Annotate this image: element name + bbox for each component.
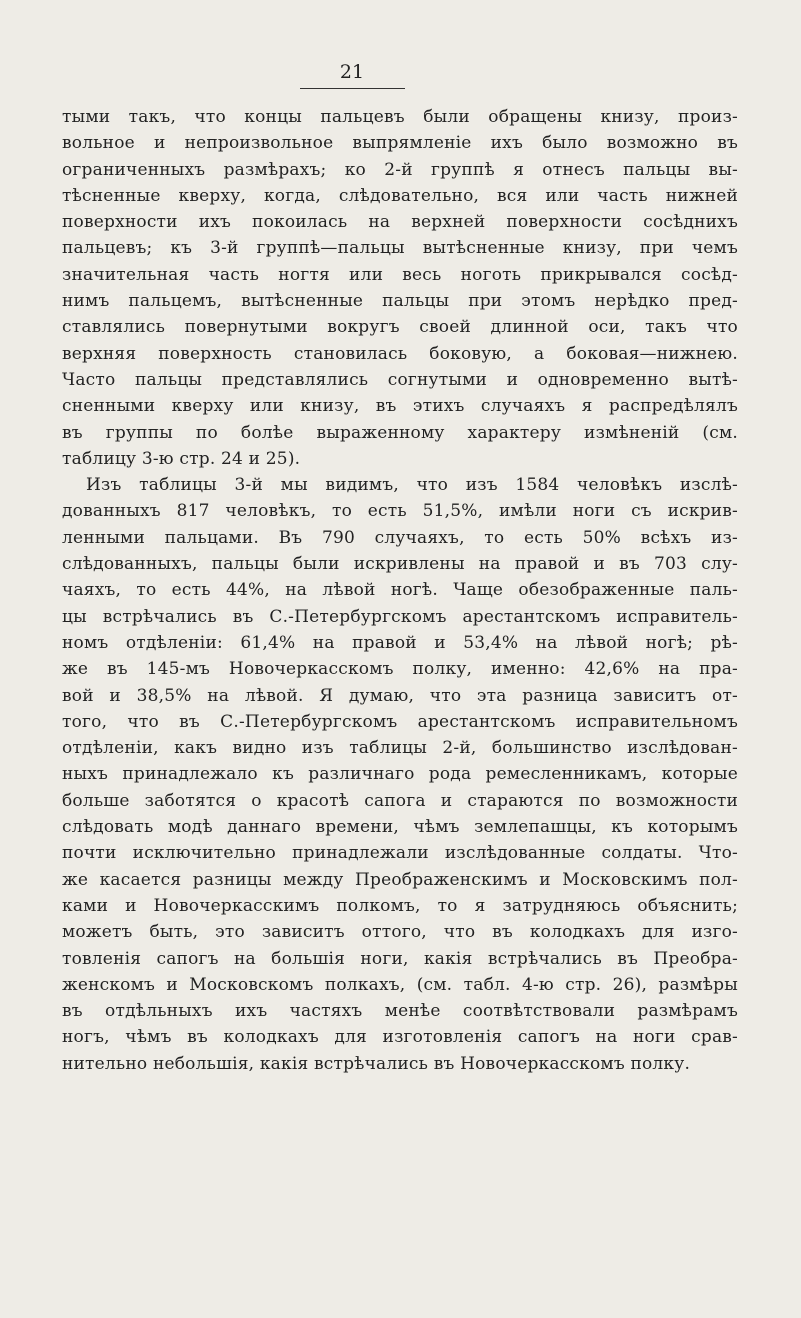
text-line: слѣдованныхъ, пальцы были искривлены на правой и въ 703 слу- (62, 554, 738, 575)
text-line: вой и 38,5% на лѣвой. Я думаю, что эта разница зависитъ от- (62, 685, 738, 706)
text-line: цы встрѣчались въ С.-Петербургскомъ арестантскомъ исправитель- (62, 606, 738, 627)
text-line: сненными кверху или книзу, въ этихъ случаяхъ я распредѣлялъ (62, 396, 738, 417)
text-line: товленія сапогъ на большія ноги, какія встрѣчались въ Преобра- (62, 948, 738, 969)
paragraph (62, 472, 738, 1077)
text-line: верхняя поверхность становилась боковую, а боковая—нижнею. (62, 343, 738, 364)
text-line: въ отдѣльныхъ ихъ частяхъ менѣе соотвѣтствовали размѣрамъ (62, 1001, 738, 1022)
text-line: ленными пальцами. Въ 790 случаяхъ, то есть 50% всѣхъ из- (62, 527, 738, 548)
text-line: того, что въ С.-Петербургскомъ арестантскомъ исправительномъ (62, 711, 738, 732)
text-line: вольное и непроизвольное выпрямленіе ихъ было возможно въ (62, 133, 738, 154)
paragraphs (62, 104, 738, 1077)
text-line: Часто пальцы представлялись согнутыми и одновременно вытѣ- (62, 369, 738, 390)
text-line: дованныхъ 817 человѣкъ, то есть 51,5%, имѣли ноги съ искрив- (62, 501, 738, 522)
text-line: тыми такъ, что концы пальцевъ были обращены книзу, произ- (62, 107, 738, 127)
text-line: ограниченныхъ размѣрахъ; ко 2-й группѣ я отнесъ пальцы вы- (62, 159, 738, 180)
text-line: же въ 145-мъ Новочеркасскомъ полку, именно: 42,6% на пра- (62, 659, 738, 680)
text-line: можетъ быть, это зависитъ оттого, что въ колодкахъ для изго- (62, 922, 738, 943)
text-line: ногъ, чѣмъ въ колодкахъ для изготовленія сапогъ на ноги срав- (62, 1027, 738, 1048)
text-line: ками и Новочеркасскимъ полкомъ, то я затрудняюсь объяснить; (62, 895, 738, 916)
text-line: чаяхъ, то есть 44%, на лѣвой ногѣ. Чаще обезображенные паль- (62, 580, 738, 601)
text-line: больше заботятся о красотѣ сапога и стараются по возможности (62, 790, 738, 811)
text-line: тѣсненные кверху, когда, слѣдовательно, вся или часть нижней (62, 185, 738, 206)
text-line: поверхности ихъ покоилась на верхней поверхности сосѣднихъ (62, 212, 738, 233)
text-line: пальцевъ; къ 3-й группѣ—пальцы вытѣсненные книзу, при чемъ (62, 238, 738, 259)
text-line: ныхъ принадлежало къ различнаго рода ремесленникамъ, которые (62, 764, 738, 785)
text-line: въ группы по болѣе выраженному характеру измѣненій (см. (62, 422, 738, 443)
text-line: слѣдовать модѣ даннаго времени, чѣмъ землепашцы, къ которымъ (62, 817, 738, 838)
text-line: таблицу 3-ю стр. 24 и 25). (62, 448, 301, 469)
body-text (62, 104, 738, 1077)
text-line: женскомъ и Московскомъ полкахъ, (см. табл. 4-ю стр. 26), размѣры (62, 974, 738, 995)
text-line: ставлялись повернутыми вокругъ своей длинной оси, такъ что (62, 317, 738, 338)
text-line: нимъ пальцемъ, вытѣсненные пальцы при этомъ нерѣдко пред- (62, 291, 738, 312)
text-line: Изъ таблицы 3-й мы видимъ, что изъ 1584 человѣкъ изслѣ- (86, 475, 738, 496)
text-line: номъ отдѣленіи: 61,4% на правой и 53,4% на лѣвой ногѣ; рѣ- (62, 632, 738, 653)
text-line: отдѣленіи, какъ видно изъ таблицы 2-й, большинство изслѣдован- (62, 738, 738, 759)
page-number-rule (300, 88, 405, 89)
text-line: нительно небольшія, какія встрѣчались въ Новочеркасскомъ полку. (62, 1053, 691, 1074)
text-line: значительная часть ногтя или весь ноготь прикрывался сосѣд- (62, 264, 738, 285)
text-line: почти исключительно принадлежали изслѣдованные солдаты. Что- (62, 843, 738, 864)
paragraph (62, 104, 738, 472)
text-line: же касается разницы между Преображенскимъ и Московскимъ пол- (62, 869, 738, 890)
page-number: 21 (339, 61, 365, 83)
